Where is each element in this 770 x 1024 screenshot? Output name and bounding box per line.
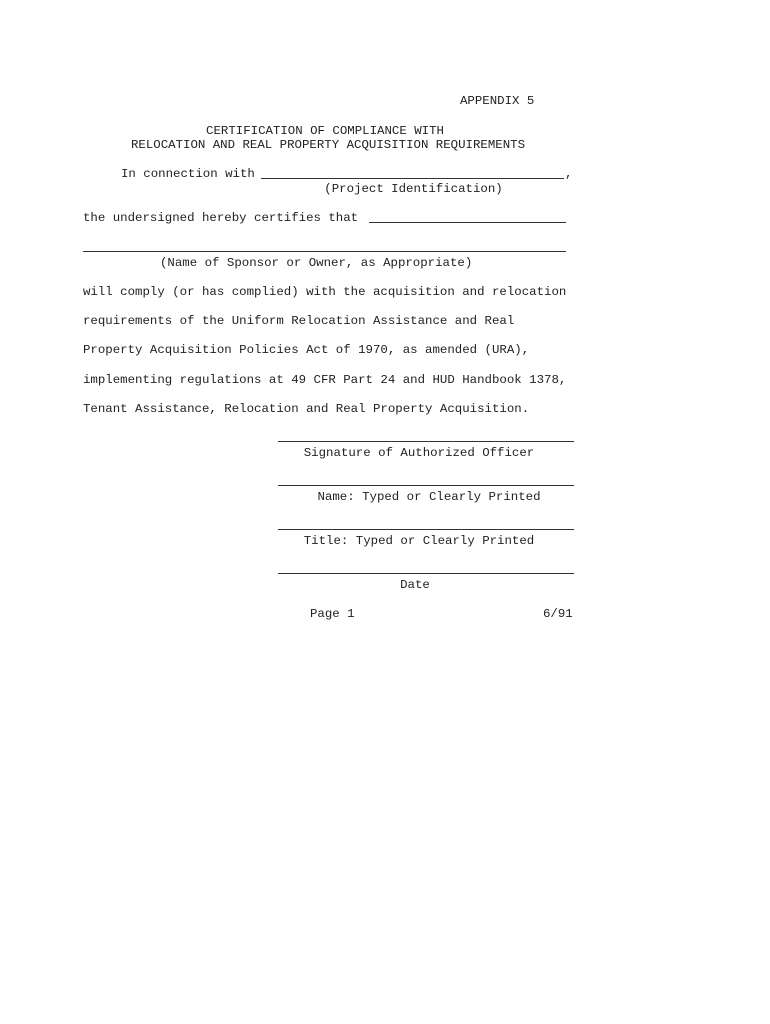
connection-comma: , — [565, 167, 573, 181]
date-field[interactable] — [278, 573, 574, 574]
appendix-label: APPENDIX 5 — [460, 94, 535, 108]
body-line-5: Tenant Assistance, Relocation and Real Property Acquisition. — [83, 402, 530, 416]
signature-caption: Signature of Authorized Officer — [303, 446, 535, 460]
revision-date: 6/91 — [543, 607, 573, 621]
title-field[interactable] — [278, 529, 574, 530]
name-caption: Name: Typed or Clearly Printed — [317, 490, 541, 504]
page-number: Page 1 — [310, 607, 355, 621]
body-line-4: implementing regulations at 49 CFR Part 24 and HUD Handbook 1378, — [83, 373, 567, 387]
body-line-1: will comply (or has complied) with the acquisition and relocation — [83, 285, 567, 299]
connection-label: In connection with — [121, 167, 255, 181]
sponsor-name-field[interactable] — [83, 251, 566, 252]
sponsor-name-caption: (Name of Sponsor or Owner, as Appropriate) — [160, 256, 473, 270]
body-line-2: requirements of the Uniform Relocation Assistance and Real — [83, 314, 515, 328]
project-identification-caption: (Project Identification) — [324, 182, 503, 196]
project-identification-field[interactable] — [261, 178, 564, 179]
document-title-line2: RELOCATION AND REAL PROPERTY ACQUISITION REQUIREMENTS — [130, 138, 526, 152]
certifies-label: the undersigned hereby certifies that — [83, 211, 359, 225]
document-title-line1: CERTIFICATION OF COMPLIANCE WITH — [206, 124, 444, 138]
title-caption: Title: Typed or Clearly Printed — [303, 534, 535, 548]
sponsor-name-field-start[interactable] — [369, 222, 566, 223]
signature-field[interactable] — [278, 441, 574, 442]
body-line-3: Property Acquisition Policies Act of 1970, as amended (URA), — [83, 343, 530, 357]
name-field[interactable] — [278, 485, 574, 486]
date-caption: Date — [400, 578, 430, 592]
